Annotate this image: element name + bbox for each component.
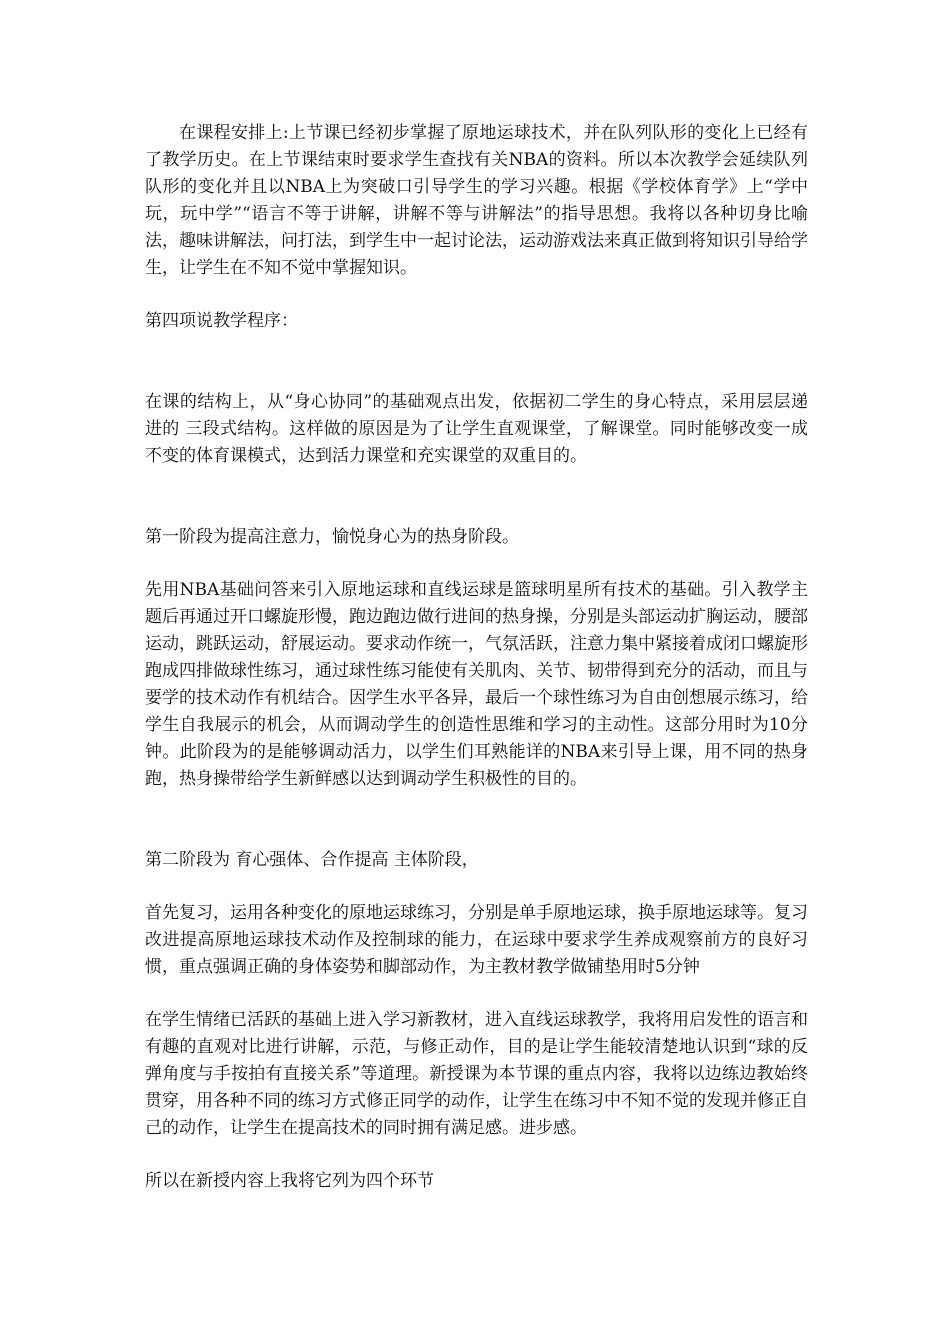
paragraph-course-arrangement: 在课程安排上:上节课已经初步掌握了原地运球技术，并在队列队形的变化上已经有了教学历史。在上节课结束时要求学生查找有关NBA的资料。所以本次教学会延续队列队形的变化并且以NBA上为突破口引导学生的学习兴趣。根据《学校体育学》上“学中玩，玩中学”“语言不等于讲解，讲解不等与讲解法”的指导思想。我将以各种切身比喻法，趣味讲解法，问打法，到学生中一起讨论法，运动游戏法来真正做到将知识引导给学生，让学生在不知不觉中掌握知识。 [145,123,808,278]
paragraph-lesson-structure: 在课的结构上，从“身心协同”的基础观点出发，依据初二学生的身心特点，采用层层递进的 三段式结构。这样做的原因是为了让学生直观课堂，了解课堂。同时能够改变一成不变的体育课模式，达到活力课堂和充实课堂的双重目的。 [145,392,808,466]
paragraph-four-steps: 所以在新授内容上我将它列为四个环节 [145,1171,434,1191]
paragraph-review: 首先复习，运用各种变化的原地运球练习，分别是单手原地运球，换手原地运球等。复习改进提高原地运球技术动作及控制球的能力，在运球中要求学生养成观察前方的良好习惯，重点强调正确的身体姿势和脚部动作，为主教材教学做铺垫用时5分钟 [145,903,808,977]
paragraph-new-material: 在学生情绪已活跃的基础上进入学习新教材，进入直线运球教学，我将用启发性的语言和有趣的直观对比进行讲解，示范，与修正动作，目的是让学生能较清楚地认识到“球的反弹角度与手按拍有直接关系”等道理。新授课为本节课的重点内容，我将以边练边教始终贯穿，用各种不同的练习方式修正同学的动作，让学生在练习中不知不觉的发现并修正自己的动作，让学生在提高技术的同时拥有满足感。进步感。 [145,1010,808,1138]
paragraph-stage-two-heading: 第二阶段为 育心强体、合作提高 主体阶段， [145,850,479,870]
document-body [145,120,808,1195]
paragraph-section-four-heading: 第四项说教学程序： [145,311,298,331]
paragraph-stage-one-body: 先用NBA基础问答来引入原地运球和直线运球是篮球明星所有技术的基础。引入教学主题后再通过开口螺旋形慢，跑边跑边做行进间的热身操，分别是头部运动扩胸运动，腰部运动，跳跃运动，舒展运动。要求动作统一，气氛活跃，注意力集中紧接着成闭口螺旋形跑成四排做球性练习，通过球性练习能使有关肌肉、关节、韧带得到充分的活动，而且与要学的技术动作有机结合。因学生水平各异，最后一个球性练习为自由创想展示练习，给学生自我展示的机会，从而调动学生的创造性思维和学习的主动性。这部分用时为10分钟。此阶段为的是能够调动活力，以学生们耳熟能详的NBA来引导上课，用不同的热身跑，热身操带给学生新鲜感以达到调动学生积极性的目的。 [145,580,808,789]
paragraph-stage-one-heading: 第一阶段为提高注意力，愉悦身心为的热身阶段。 [145,527,519,547]
